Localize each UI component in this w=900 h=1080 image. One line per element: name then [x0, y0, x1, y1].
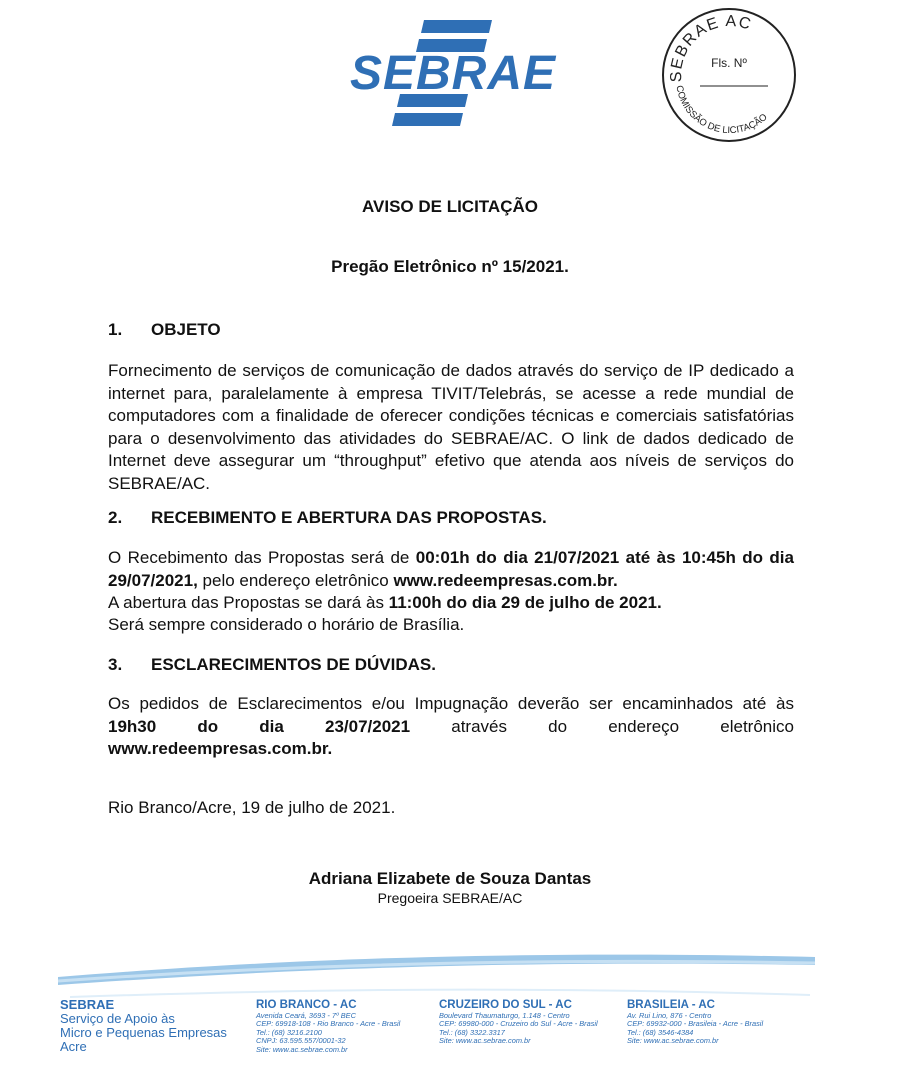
footer-organization [60, 998, 227, 1054]
office-detail: CEP: 69918-108 - Rio Branco - Acre - Brasil [256, 1019, 401, 1029]
footer-wave [50, 935, 820, 1005]
office-detail: Av. Rui Lino, 876 - Centro [627, 1011, 712, 1020]
office-detail: Avenida Ceará, 3693 - 7º BEC [256, 1011, 356, 1020]
office-name: CRUZEIRO DO SUL - AC [439, 999, 572, 1011]
office-name: BRASILEIA - AC [627, 999, 715, 1011]
text-run: O Recebimento das Propostas será de [108, 548, 416, 567]
svg-text:SEBRAE AC [668, 13, 754, 82]
text-run: pelo endereço eletrônico [197, 570, 394, 590]
office-detail: Boulevard Thaumaturgo, 1.148 - Centro [439, 1011, 570, 1020]
section-title: RECEBIMENTO E ABERTURA DAS PROPOSTAS. [151, 508, 547, 527]
stamp-top-text: SEBRAE AC [668, 13, 754, 83]
footer-office-cruzeiro-do-sul [439, 999, 598, 1046]
section-2-heading [108, 508, 547, 528]
text-line: Os pedidos de Esclarecimentos e/ou Impugnação deverão ser encaminhados até às [108, 694, 794, 713]
text-line [108, 716, 794, 739]
section-2-paragraph-2 [108, 592, 794, 615]
office-detail: Tel.: (68) 3546-4384 [627, 1027, 694, 1037]
place-date: Rio Branco/Acre, 19 de julho de 2021. [108, 798, 396, 817]
section-number: 2. [108, 508, 123, 527]
section-title: OBJETO [151, 320, 221, 339]
section-number: 3. [108, 655, 123, 674]
office-detail: Tel.: (68) 3216.2100 [256, 1027, 322, 1037]
footer-org-line: Serviço de Apoio às [60, 1011, 175, 1026]
office-name: RIO BRANCO - AC [256, 999, 357, 1011]
document-title: AVISO DE LICITAÇÃO [362, 197, 538, 216]
office-detail: CNPJ: 63.595.557/0001-32 [256, 1036, 346, 1046]
section-2-paragraph-1 [108, 547, 794, 592]
document-subtitle: Pregão Eletrônico nº 15/2021. [331, 257, 569, 276]
footer-org-line: Acre [60, 1039, 87, 1054]
office-detail: Site: www.ac.sebrae.com.br [439, 1036, 531, 1046]
signer-name: Adriana Elizabete de Souza Dantas [308, 869, 592, 888]
section-2-paragraph-3: Será sempre considerado o horário de Brasília. [108, 615, 465, 634]
stamp-fls-label: Fls. Nº [711, 56, 747, 70]
website-address: www.redeempresas.com.br. [393, 570, 618, 590]
section-1-heading [108, 320, 221, 340]
section-number: 1. [108, 320, 123, 339]
footer-office-brasileia [627, 999, 763, 1046]
footer-org-name: SEBRAE [60, 997, 115, 1012]
section-1-body: Fornecimento de serviços de comunicação de dados através do serviço de IP dedicado a internet para, paralelamente à empresa TIVIT/Telebrás, se acesse a rede mundial de computadores com a finalidade de oferecer condições técnicas e comerciais satisfatórias para o desenvolvimento das atividades do SEBRAE/AC. O link de dados dedicado de Internet deve assegurar um “throughput” efetivo que atenda aos níveis de serviços do SEBRAE/AC. [108, 361, 794, 493]
stamp-bottom-text: COMISSÃO DE LICITAÇÃO [673, 84, 770, 137]
section-3-heading [108, 655, 436, 675]
website-address: www.redeempresas.com.br. [108, 739, 333, 758]
commission-stamp [660, 6, 798, 144]
svg-text:COMISSÃO DE LICITAÇÃO [673, 84, 769, 136]
opening-time: 11:00h do dia 29 de julho de 2021. [388, 593, 662, 612]
section-title: ESCLARECIMENTOS DE DÚVIDAS. [151, 655, 436, 674]
sebrae-logo [349, 18, 557, 128]
receipt-period: 00:01h do dia 21/07/2021 até às 10:45h do dia 29/07/2021, [108, 548, 794, 590]
signer-role: Pregoeira SEBRAE/AC [377, 890, 523, 906]
footer-office-rio-branco [256, 999, 400, 1054]
footer-org-line: Micro e Pequenas Empresas [60, 1025, 227, 1040]
logo-wordmark: SEBRAE [349, 46, 557, 100]
office-detail: Site: www.ac.sebrae.com.br [627, 1036, 719, 1046]
office-detail: Tel.: (68) 3322.3317 [439, 1027, 505, 1037]
section-3-body [108, 693, 794, 761]
deadline: 19h30 do dia 23/07/2021 [108, 716, 411, 736]
office-detail: Site: www.ac.sebrae.com.br [256, 1044, 348, 1054]
text-run: A abertura das Propostas se dará às [108, 593, 389, 612]
office-detail: CEP: 69932-000 - Brasileia - Acre - Brasil [627, 1019, 764, 1029]
text-run: através do endereço eletrônico [410, 716, 794, 736]
office-detail: CEP: 69980-000 - Cruzeiro do Sul - Acre - Brasil [439, 1019, 598, 1029]
